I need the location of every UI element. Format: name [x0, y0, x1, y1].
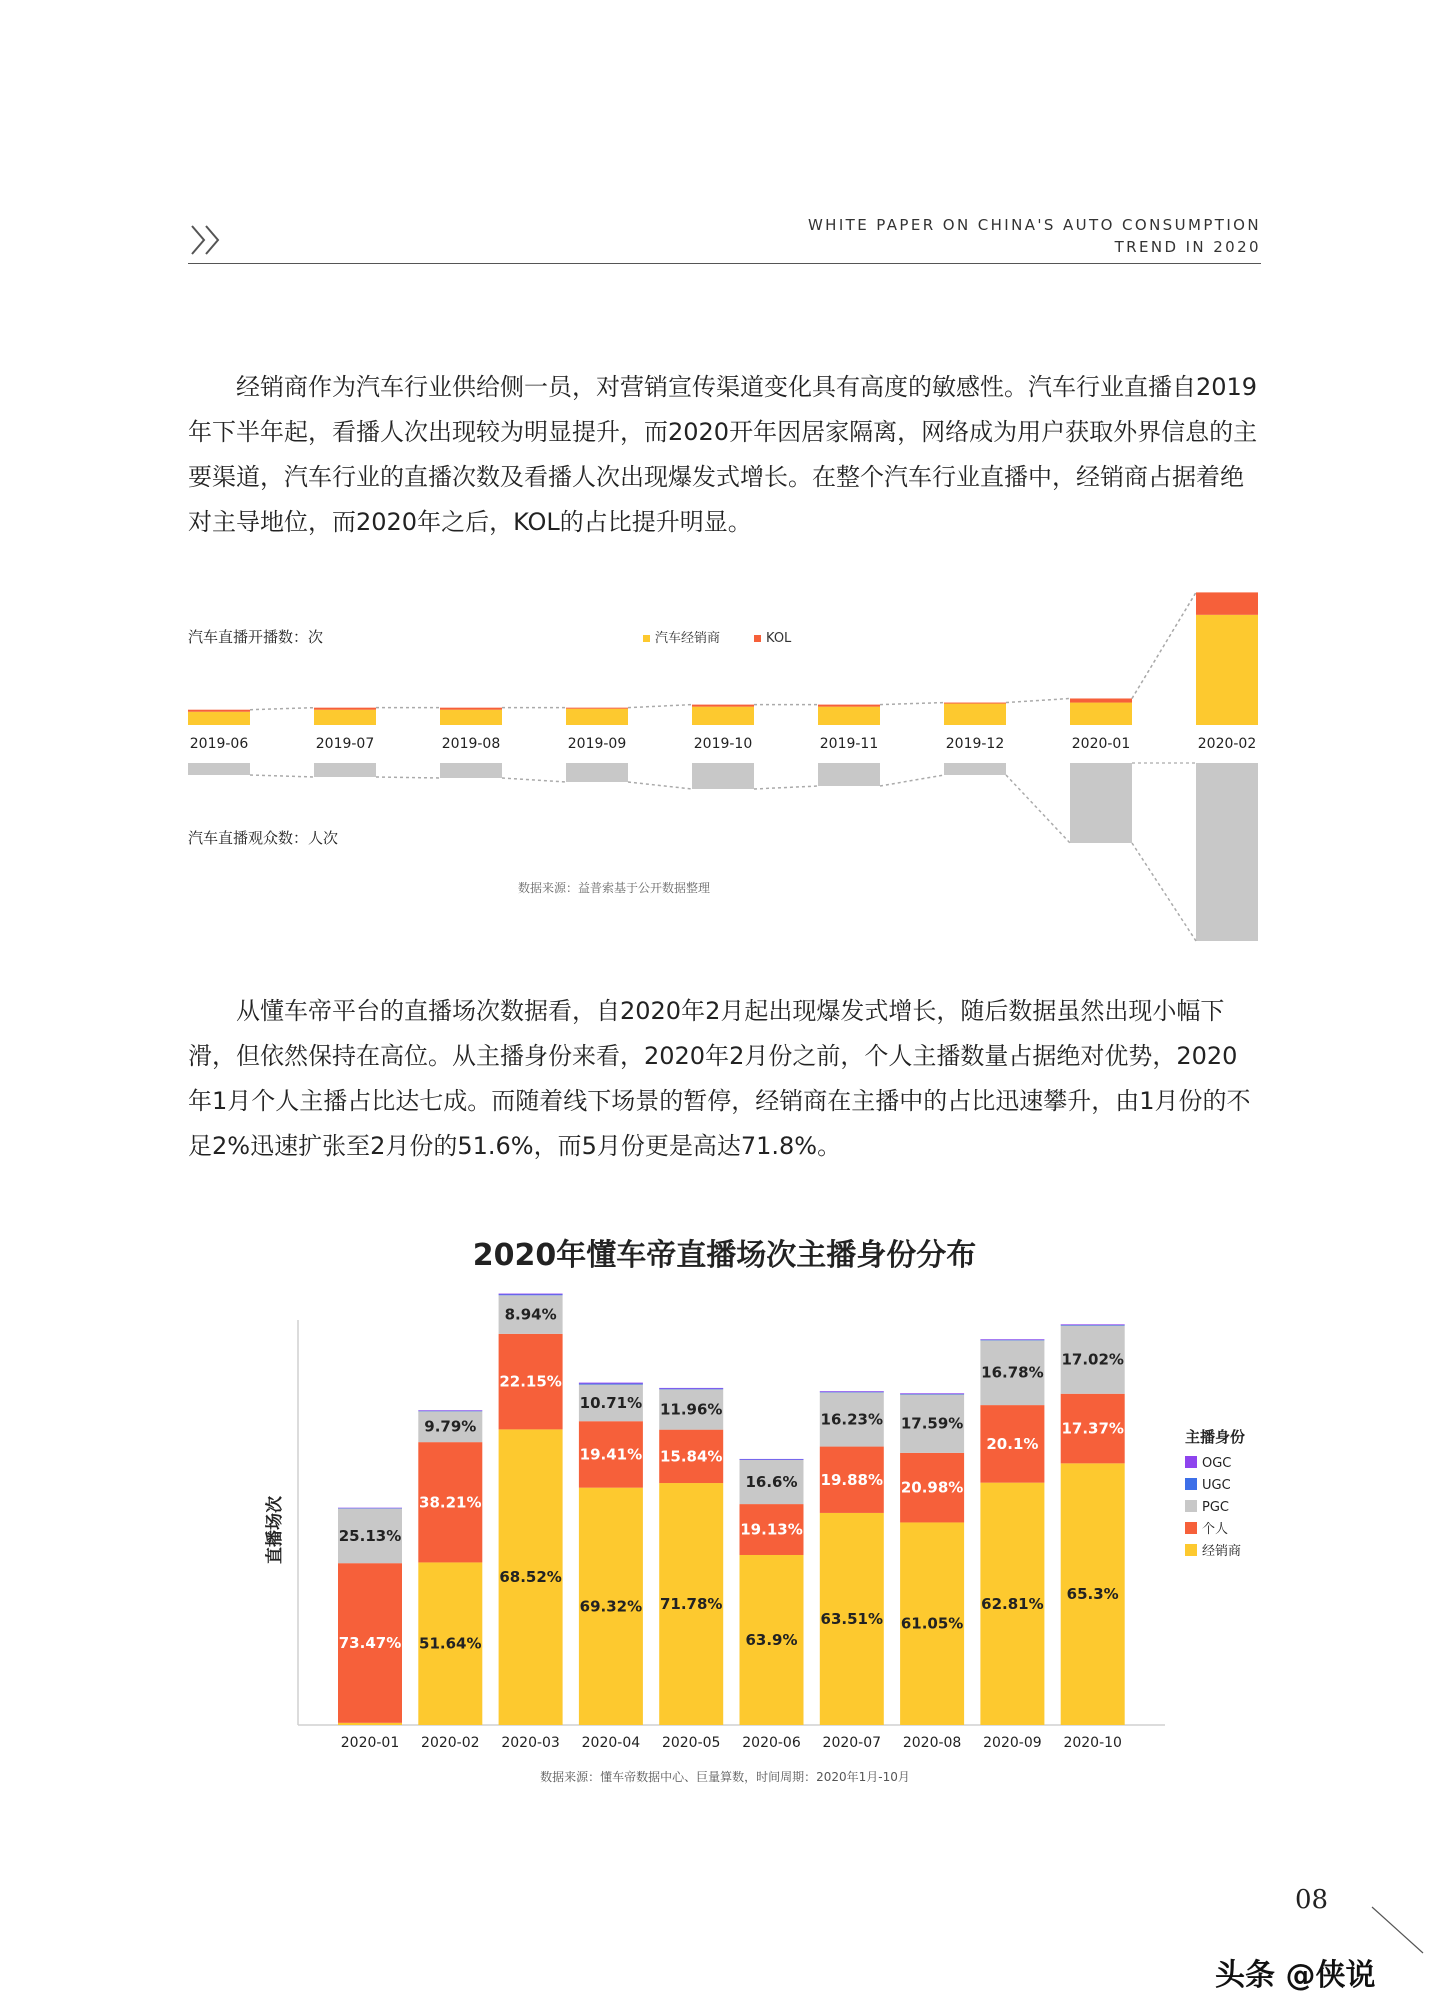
x-tick-label: 2020-09: [983, 1735, 1042, 1751]
kol-bar: [314, 708, 376, 710]
data-label: 68.52%: [499, 1568, 562, 1587]
x-tick-label: 2020-02: [1197, 736, 1257, 752]
double-chevron-icon: [188, 220, 228, 260]
x-tick-label: 2019-11: [819, 736, 879, 752]
kol-bar: [818, 705, 880, 707]
stack-segment: [1061, 1324, 1125, 1325]
x-tick-label: 2019-12: [945, 736, 1005, 752]
stack-segment: [900, 1393, 964, 1394]
stack-segment: [499, 1294, 563, 1295]
dealer-bar: [440, 710, 502, 725]
live-stream-chart: [180, 585, 1270, 955]
header-title-line2: TREND IN 2020: [1114, 238, 1261, 256]
stack-segment: [820, 1392, 884, 1393]
stack-segment: [740, 1459, 804, 1460]
bottom-connector: [880, 775, 944, 786]
stack-segment: [418, 1410, 482, 1411]
kol-bar: [692, 705, 754, 707]
data-label: 20.98%: [900, 1478, 964, 1497]
kol-bar: [566, 708, 628, 709]
x-tick-label: 2019-10: [693, 736, 753, 752]
data-label: 19.88%: [820, 1470, 884, 1489]
legend-swatch: [1185, 1500, 1197, 1512]
data-label: 16.6%: [745, 1473, 798, 1492]
host-identity-chart: [250, 1220, 1250, 1800]
stack-segment: [820, 1391, 884, 1392]
watermark: 头条 @侠说: [1215, 1958, 1376, 1993]
data-label: 16.23%: [820, 1410, 884, 1429]
data-label: 17.37%: [1061, 1419, 1124, 1438]
stack-segment: [338, 1723, 402, 1725]
bottom-connector: [376, 777, 440, 778]
bottom-connector: [1132, 843, 1196, 941]
top-connector: [250, 708, 314, 710]
data-label: 63.9%: [745, 1630, 798, 1649]
stack-segment: [499, 1294, 563, 1295]
dealer-bar: [1070, 703, 1132, 725]
legend-swatch: [1185, 1456, 1197, 1468]
data-label: 22.15%: [499, 1372, 562, 1391]
kol-bar: [1196, 592, 1258, 614]
top-connector: [1006, 698, 1070, 702]
kol-bar: [440, 708, 502, 710]
top-connector-outer: [1132, 592, 1196, 698]
chart1-label-top: 汽车直播开播数：次: [188, 628, 324, 646]
dealer-bar: [818, 707, 880, 725]
data-label: 73.47%: [338, 1634, 402, 1653]
x-tick-label: 2019-07: [315, 736, 375, 752]
bottom-connector: [502, 778, 566, 782]
kol-bar: [944, 703, 1006, 704]
data-label: 10.71%: [579, 1393, 643, 1412]
viewer-bar: [1070, 763, 1132, 843]
data-label: 17.02%: [1061, 1350, 1124, 1369]
viewer-bar: [314, 763, 376, 777]
viewer-bar: [440, 763, 502, 778]
data-label: 17.59%: [900, 1414, 964, 1433]
stack-segment: [980, 1340, 1044, 1341]
x-tick-label: 2019-06: [189, 736, 249, 752]
dealer-bar: [692, 707, 754, 725]
x-tick-label: 2020-05: [661, 1735, 721, 1751]
dealer-bar: [944, 704, 1006, 725]
viewer-bar: [692, 763, 754, 789]
stack-segment: [900, 1394, 964, 1395]
chart2-source: 数据来源：懂车帝数据中心、巨量算数，时间周期：2020年1月-10月: [540, 1770, 910, 1784]
x-tick-label: 2019-09: [567, 736, 627, 752]
chart1-legend-label-kol: KOL: [766, 631, 792, 646]
data-label: 20.1%: [986, 1434, 1039, 1453]
x-tick-label: 2020-01: [340, 1735, 400, 1751]
dealer-bar: [188, 712, 250, 725]
kol-bar: [188, 710, 250, 712]
data-label: 62.81%: [981, 1594, 1044, 1613]
viewer-bar: [188, 763, 250, 775]
data-label: 19.13%: [740, 1520, 803, 1539]
kol-bar: [1070, 698, 1132, 702]
viewer-bar: [566, 763, 628, 782]
x-tick-label: 2020-10: [1063, 1735, 1122, 1751]
data-label: 11.96%: [659, 1400, 723, 1419]
stack-segment: [1061, 1325, 1125, 1326]
header-divider: [188, 263, 1261, 264]
legend-swatch: [1185, 1544, 1197, 1556]
x-tick-label: 2019-08: [441, 736, 501, 752]
legend-swatch: [1185, 1478, 1197, 1490]
stack-segment: [980, 1339, 1044, 1340]
data-label: 69.32%: [579, 1597, 643, 1616]
viewer-bar: [818, 763, 880, 786]
chart1-marks: [188, 592, 1258, 941]
stack-segment: [418, 1411, 482, 1412]
bottom-connector: [754, 786, 818, 789]
data-label: 61.05%: [900, 1614, 964, 1633]
chart1-label-bottom: 汽车直播观众数：人次: [188, 829, 339, 847]
data-label: 9.79%: [424, 1417, 477, 1436]
chart1-legend: [643, 630, 792, 646]
chart1-source: 数据来源：益普索基于公开数据整理: [517, 881, 711, 895]
data-label: 25.13%: [338, 1526, 402, 1545]
chart2-ylabel: 直播场次: [265, 1496, 285, 1564]
legend-swatch: [1185, 1522, 1197, 1534]
x-tick-label: 2020-07: [822, 1735, 882, 1751]
viewer-bar: [944, 763, 1006, 775]
data-label: 16.78%: [981, 1363, 1044, 1382]
legend-label: 个人: [1202, 1522, 1229, 1537]
x-tick-label: 2020-04: [581, 1735, 641, 1751]
bottom-connector: [1006, 775, 1070, 843]
dealer-bar: [566, 709, 628, 725]
legend-label: PGC: [1202, 1500, 1229, 1515]
header-title-line1: WHITE PAPER ON CHINA'S AUTO CONSUMPTION: [807, 216, 1261, 234]
corner-slash-decoration: [1370, 1905, 1425, 1955]
x-tick-label: 2020-06: [742, 1735, 801, 1751]
stack-segment: [579, 1383, 643, 1384]
chart1-legend-swatch-dealer: [643, 635, 650, 642]
stack-segment: [659, 1388, 723, 1389]
x-tick-label: 2020-03: [501, 1735, 560, 1751]
data-label: 71.78%: [659, 1595, 723, 1614]
bottom-connector: [250, 775, 314, 777]
chart2-title: 2020年懂车帝直播场次主播身份分布: [472, 1238, 977, 1273]
chart1-legend-swatch-kol: [754, 635, 761, 642]
analysis-paragraph: 从懂车帝平台的直播场次数据看，自2020年2月起出现爆发式增长，随后数据虽然出现小幅下滑，但依然保持在高位。从主播身份来看，2020年2月份之前，个人主播数量占据绝对优势，2020年1月个人主播占比达七成。而随着线下场景的暂停，经销商在主播中的占比迅速攀升，由1月份的不足2%迅速扩张至2月份的51.6%，而5月份更是高达71.8%。: [188, 997, 1251, 1160]
chart2-legend-title: 主播身份: [1185, 1428, 1246, 1446]
chart1-legend-label-dealer: 汽车经销商: [655, 631, 721, 646]
data-label: 15.84%: [659, 1447, 723, 1466]
intro-paragraph: 经销商作为汽车行业供给侧一员，对营销宣传渠道变化具有高度的敏感性。汽车行业直播自2019年下半年起，看播人次出现较为明显提升，而2020开年因居家隔离，网络成为用户获取外界信息的主要渠道，汽车行业的直播次数及看播人次出现爆发式增长。在整个汽车行业直播中，经销商占据着绝对主导地位，而2020年之后，KOL的占比提升明显。: [188, 373, 1258, 536]
data-label: 51.64%: [419, 1634, 482, 1653]
legend-label: OGC: [1202, 1456, 1232, 1471]
data-label: 19.41%: [579, 1445, 643, 1464]
legend-label: 经销商: [1202, 1544, 1242, 1559]
data-label: 38.21%: [419, 1493, 482, 1512]
top-connector: [880, 703, 944, 705]
data-label: 8.94%: [504, 1305, 557, 1324]
stack-segment: [579, 1384, 643, 1385]
legend-label: UGC: [1202, 1478, 1231, 1493]
x-tick-label: 2020-02: [421, 1735, 480, 1751]
top-connector: [628, 705, 692, 708]
x-tick-label: 2020-08: [902, 1735, 962, 1751]
dealer-bar: [1196, 615, 1258, 725]
page-number: 08: [1295, 1885, 1329, 1915]
dealer-bar: [314, 710, 376, 725]
header-title: [808, 214, 1261, 258]
data-label: 65.3%: [1066, 1585, 1119, 1604]
x-tick-label: 2020-01: [1071, 736, 1131, 752]
chart2-legend: [1185, 1428, 1245, 1559]
chart2-marks: [298, 1294, 1165, 1751]
stack-segment: [659, 1389, 723, 1390]
viewer-bar: [1196, 763, 1258, 941]
bottom-connector: [628, 782, 692, 789]
data-label: 63.51%: [820, 1609, 884, 1628]
